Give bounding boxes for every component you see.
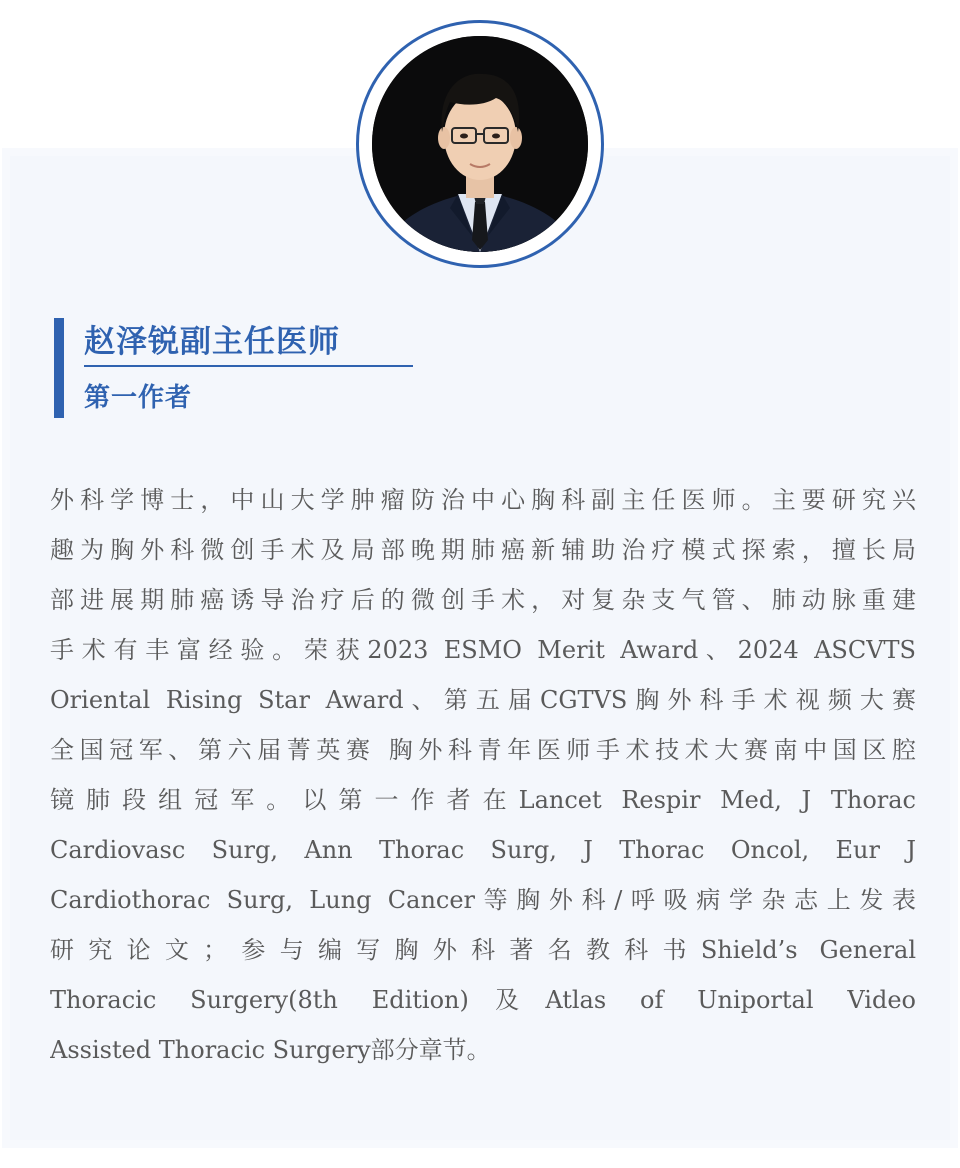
bio-line: Assisted Thoracic Surgery部分章节。: [50, 1036, 491, 1064]
title-accent-bar: [54, 318, 64, 418]
bio-line: 部进展期肺癌诱导治疗后的微创手术，对复杂支气管、肺动脉重建: [50, 586, 916, 614]
bio-line: 全国冠军、第六届菁英赛 胸外科青年医师手术技术大赛南中国区腔: [50, 736, 916, 764]
doctor-portrait-icon: [372, 36, 588, 252]
biography: [50, 475, 916, 1075]
name-underline: [84, 365, 413, 367]
bio-line: Thoracic Surgery(8th Edition)及Atlas of Uniportal Video: [50, 986, 916, 1014]
bio-line: 趣为胸外科微创手术及局部晚期肺癌新辅助治疗模式探索，擅长局: [50, 536, 916, 564]
bio-line: 镜肺段组冠军。以第一作者在Lancet Respir Med, J Thorac: [50, 786, 916, 814]
bio-line: 外科学博士，中山大学肿瘤防治中心胸科副主任医师。主要研究兴: [50, 486, 916, 514]
avatar: [372, 36, 588, 252]
bio-line: Cardiothorac Surg, Lung Cancer等胸外科/呼吸病学杂志上发表: [50, 886, 916, 914]
bio-line: 手术有丰富经验。荣获2023 ESMO Merit Award、2024 ASCVTS: [50, 636, 916, 664]
bio-line: 研究论文；参与编写胸外科著名教科书Shield’s General: [50, 936, 916, 964]
doctor-name: 赵泽锐副主任医师: [84, 324, 340, 360]
bio-line: Cardiovasc Surg, Ann Thorac Surg, J Thorac Oncol, Eur J: [50, 836, 916, 864]
bio-line: Oriental Rising Star Award、第五届CGTVS胸外科手术视频大赛: [50, 686, 916, 714]
author-role: 第一作者: [84, 383, 193, 413]
